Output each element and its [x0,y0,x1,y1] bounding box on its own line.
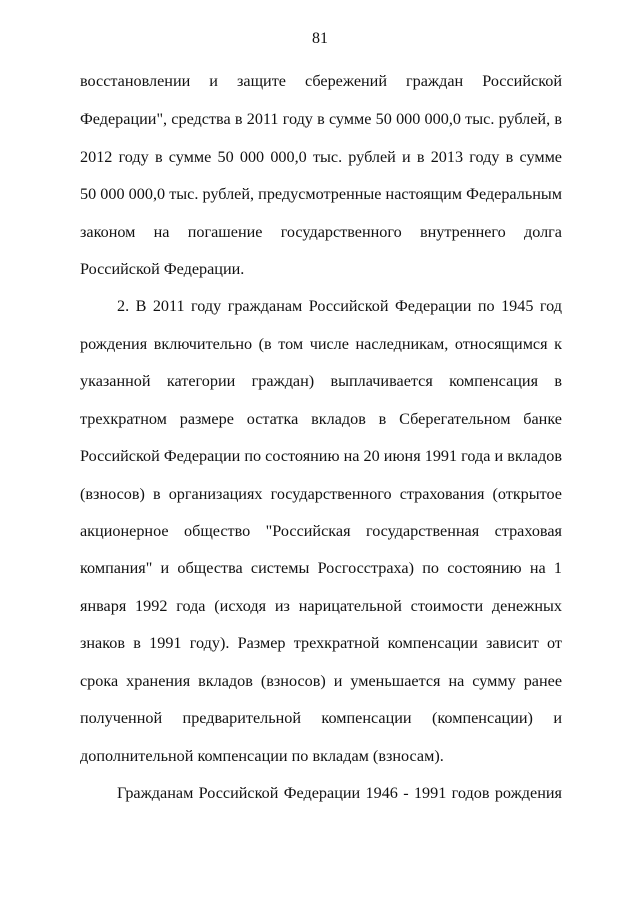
text-line: Российской Федерации. [80,260,245,278]
text-line: указанной категории граждан) выплачивается компенсация в [80,372,562,390]
text-line: 2012 году в сумме 50 000 000,0 тыс. рублей и в 2013 году в сумме [80,148,562,166]
text-line: (взносов) в организациях государственного страхования (открытое [80,485,562,503]
text-line: Российской Федерации по состоянию на 20 июня 1991 года и вкладов [80,447,562,465]
text-line: 50 000 000,0 тыс. рублей, предусмотренные настоящим Федеральным [80,185,562,203]
text-line: рождения включительно (в том числе наследникам, относящимся к [80,335,562,353]
text-line: компания" и общества системы Росгосстраха) по состоянию на 1 [80,559,562,577]
text-line: полученной предварительной компенсации (компенсации) и [80,709,562,727]
text-line: срока хранения вкладов (взносов) и уменьшается на сумму ранее [80,672,562,690]
page-number: 81 [312,30,328,47]
text-line: знаков в 1991 году). Размер трехкратной компенсации зависит от [80,634,562,652]
text-line: Федерации", средства в 2011 году в сумме 50 000 000,0 тыс. рублей, в [80,110,562,128]
text-line: законом на погашение государственного внутреннего долга [80,223,562,241]
text-line: дополнительной компенсации по вкладам (взносам). [80,747,444,765]
text-line: трехкратном размере остатка вкладов в Сберегательном банке [80,410,562,428]
text-line: Гражданам Российской Федерации 1946 - 1991 годов рождения [117,784,562,802]
text-line: 2. В 2011 году гражданам Российской Федерации по 1945 год [117,297,562,315]
text-line: января 1992 года (исходя из нарицательной стоимости денежных [80,597,562,615]
text-line: восстановлении и защите сбережений граждан Российской [80,72,562,90]
text-line: акционерное общество "Российская государственная страховая [80,522,562,540]
